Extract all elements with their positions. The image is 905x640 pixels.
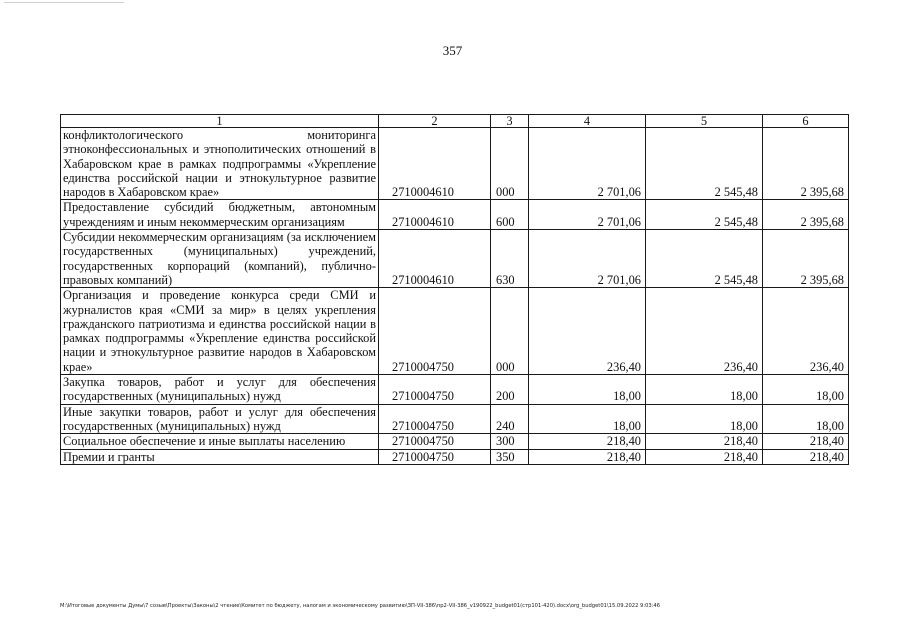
row-amount-col5: 236,40 <box>646 288 763 375</box>
row-expense-type: 200 <box>491 375 529 405</box>
row-amount-col4: 218,40 <box>529 449 646 464</box>
row-expense-type: 600 <box>491 200 529 230</box>
row-expense-type: 000 <box>491 128 529 200</box>
column-header-5: 5 <box>646 115 763 128</box>
row-name: Предоставление субсидий бюджетным, автономным учреждениям и иным некоммерческим организациям <box>61 200 379 230</box>
row-amount-col4: 2 701,06 <box>529 128 646 200</box>
table-row <box>61 434 849 449</box>
row-name: Социальное обеспечение и иные выплаты населению <box>61 434 379 449</box>
table-row <box>61 375 849 405</box>
row-amount-col6: 18,00 <box>763 375 849 405</box>
table-row <box>61 449 849 464</box>
column-header-3: 3 <box>491 115 529 128</box>
column-header-1: 1 <box>61 115 379 128</box>
row-amount-col5: 218,40 <box>646 449 763 464</box>
row-amount-col4: 18,00 <box>529 404 646 434</box>
row-target-code: 2710004610 <box>379 200 491 230</box>
row-expense-type: 300 <box>491 434 529 449</box>
row-target-code: 2710004610 <box>379 128 491 200</box>
table-row <box>61 128 849 200</box>
row-amount-col4: 2 701,06 <box>529 200 646 230</box>
row-amount-col5: 2 545,48 <box>646 230 763 288</box>
table-row <box>61 288 849 375</box>
row-amount-col5: 18,00 <box>646 375 763 405</box>
row-target-code: 2710004750 <box>379 404 491 434</box>
row-name: Иные закупки товаров, работ и услуг для обеспечения государственных (муниципальных) нужд <box>61 404 379 434</box>
row-name: Организация и проведение конкурса среди СМИ и журналистов края «СМИ за мир» в целях укрепления гражданского патриотизма и единства российской нации в рамках подпрограммы «Укрепление единства российской нации и этнокультурное развитие народов в Хабаровском крае» <box>61 288 379 375</box>
row-amount-col6: 236,40 <box>763 288 849 375</box>
row-amount-col6: 2 395,68 <box>763 230 849 288</box>
row-amount-col6: 18,00 <box>763 404 849 434</box>
row-amount-col4: 218,40 <box>529 434 646 449</box>
row-amount-col6: 218,40 <box>763 449 849 464</box>
row-name: Премии и гранты <box>61 449 379 464</box>
row-amount-col4: 2 701,06 <box>529 230 646 288</box>
row-amount-col4: 18,00 <box>529 375 646 405</box>
table-row <box>61 230 849 288</box>
row-amount-col6: 2 395,68 <box>763 200 849 230</box>
column-header-4: 4 <box>529 115 646 128</box>
row-name: конфликтологического мониторинга этноконфессиональных и этнополитических отношений в Хабаровском крае в рамках подпрограммы «Укрепление единства российской нации и этнокультурное развитие народов в Хабаровском крае» <box>61 128 379 200</box>
row-expense-type: 240 <box>491 404 529 434</box>
row-amount-col5: 2 545,48 <box>646 128 763 200</box>
table-header-row <box>61 115 849 128</box>
row-target-code: 2710004750 <box>379 288 491 375</box>
row-name: Субсидии некоммерческим организациям (за исключением государственных (муниципальных) учреждений, государственных корпораций (компаний), публично-правовых компаний) <box>61 230 379 288</box>
column-header-6: 6 <box>763 115 849 128</box>
row-target-code: 2710004610 <box>379 230 491 288</box>
row-amount-col4: 236,40 <box>529 288 646 375</box>
row-amount-col5: 18,00 <box>646 404 763 434</box>
budget-table <box>60 114 849 465</box>
page-number: 357 <box>442 43 463 58</box>
table-row <box>61 404 849 434</box>
row-expense-type: 000 <box>491 288 529 375</box>
row-expense-type: 350 <box>491 449 529 464</box>
table-row <box>61 200 849 230</box>
row-target-code: 2710004750 <box>379 375 491 405</box>
footer-file-path: M:\Итоговые документы Думы\7 созыв\Проекты\Законы\2 чтение\Комитет по бюджету, налогам и экономическому развитию\ЗП-VII-386\пр2-VII-386_v190922_budget01(стр101-420).docx\org_budget01\15.09.2022 9:03:46 <box>60 603 661 609</box>
row-amount-col5: 2 545,48 <box>646 200 763 230</box>
row-target-code: 2710004750 <box>379 449 491 464</box>
column-header-2: 2 <box>379 115 491 128</box>
row-target-code: 2710004750 <box>379 434 491 449</box>
row-amount-col6: 218,40 <box>763 434 849 449</box>
scan-edge-mark <box>4 2 124 3</box>
row-amount-col6: 2 395,68 <box>763 128 849 200</box>
row-amount-col5: 218,40 <box>646 434 763 449</box>
row-name: Закупка товаров, работ и услуг для обеспечения государственных (муниципальных) нужд <box>61 375 379 405</box>
row-expense-type: 630 <box>491 230 529 288</box>
